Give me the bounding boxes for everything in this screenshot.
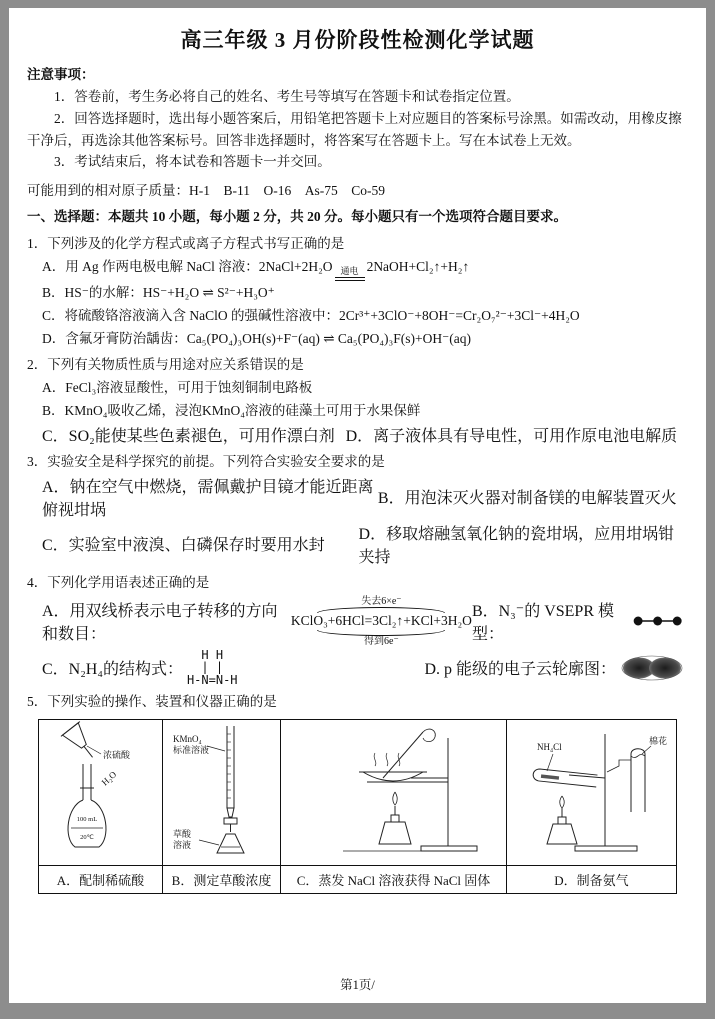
q1-option-b: B．HS⁻的水解：HS⁻+H₂O ⇌ S²⁻+H₃O⁺ (42, 284, 275, 300)
flask-volume-label: 100 mL (76, 816, 97, 824)
q2-option-row-cd (27, 423, 688, 446)
electrons-gained-label: 得到6e⁻ (364, 635, 399, 647)
oxalic-acid-label-2: 溶液 (172, 840, 191, 851)
q1-option-d: D．含氟牙膏防治龋齿：Ca₅(PO₄)₃OH(s)+F⁻(aq) ⇌ Ca₅(PO₄)₃F(s)+OH⁻(aq) (42, 330, 471, 346)
experiment-c-image-cell (281, 720, 507, 866)
experiment-c-caption: C．蒸发 NaCl 溶液获得 NaCl 固体 (281, 866, 507, 894)
evaporating-dish-icon (359, 772, 427, 781)
section-1-heading: 一、选择题：本题共 10 小题，每小题 2 分，共 20 分。每小题只有一个选项符合题目要求。 (27, 209, 567, 225)
question-2-stem: 2．下列有关物质性质与用途对应关系错误的是 (27, 357, 304, 373)
question-1-stem: 1．下列涉及的化学方程式或离子方程式书写正确的是 (27, 236, 345, 252)
q3-option-row-cd (27, 521, 688, 567)
water-label: H₂O (99, 769, 118, 788)
experiment-options-table (38, 719, 677, 894)
separating-funnel-icon (60, 722, 101, 765)
experiment-d-image-cell (507, 720, 677, 866)
electrons-lost-label: 失去6×e⁻ (361, 595, 402, 607)
double-line-icon (335, 277, 365, 281)
question-4-stem: 4．下列化学用语表述正确的是 (27, 574, 210, 590)
q2-option-c: C．SO₂能使某些色素褪色，可用作漂白剂 (42, 428, 335, 446)
oxalic-acid-label-1: 草酸 (172, 829, 191, 840)
q4-option-b (472, 598, 688, 644)
note-item-3: 3．考试结束后，将本试卷和答题卡一并交回。 (54, 154, 331, 170)
conical-flask-icon (217, 834, 244, 853)
evaporation-apparatus (283, 720, 505, 860)
steam-lines-icon (374, 753, 400, 766)
q1-option-a-products: 2NaOH+Cl₂↑+H₂↑ (366, 258, 470, 274)
question-2 (27, 354, 688, 446)
q2-option-d: D．离子液体具有导电性，可用作原电池电解质 (345, 428, 678, 446)
question-1 (27, 233, 688, 349)
alcohol-lamp-icon (379, 792, 411, 844)
q4-option-row-cd (27, 649, 688, 687)
standard-solution-label-1: KMnO₄ (172, 734, 202, 745)
q4-option-row-ab (27, 596, 688, 647)
vsepr-model-icon (631, 614, 684, 628)
double-bridge-diagram (291, 596, 472, 647)
q4-option-a-equation: KClO₃+6HCl=3Cl₂↑+KCl+3H₂O (290, 612, 472, 628)
notes-heading: 注意事项： (27, 67, 95, 82)
q3-option-b: B．用泡沫灭火器对制备镁的电解装置灭火 (377, 490, 677, 508)
burette-icon (224, 726, 237, 832)
titration-apparatus (165, 720, 279, 860)
atomic-mass-line: 可能用到的相对原子质量：H-1 B-11 O-16 As-75 Co-59 (27, 183, 385, 199)
structure-line-2: | | (186, 660, 224, 675)
q2-option-a: A．FeCl₃溶液显酸性，可用于蚀刻铜制电路板 (42, 380, 313, 396)
q4-option-c (42, 649, 424, 687)
exam-paper-page (9, 8, 706, 1003)
q2-option-b: B．KMnO₄吸收乙烯，浸泡KMnO₄溶液的硅藻土可用于水果保鲜 (42, 403, 421, 419)
q4-option-b-label: B．N₃⁻的 VSEPR 模型： (471, 603, 614, 644)
stirring-rod-icon (383, 729, 435, 778)
experiment-caption-row (39, 866, 677, 894)
p-orbital-cloud-icon (620, 654, 684, 682)
experiment-b-image-cell (163, 720, 281, 866)
q1-option-a-reactants: A．用 Ag 作两电极电解 NaCl 溶液：2NaCl+2H₂O (42, 258, 333, 274)
standard-solution-label-2: 标准溶液 (172, 745, 209, 756)
structure-line-1: H H (186, 647, 224, 662)
collection-tube-icon (607, 749, 645, 812)
q4-option-a-label: A．用双线桥表示电子转移的方向和数目： (42, 603, 278, 644)
conc-acid-label: 浓硫酸 (102, 750, 130, 761)
page-title: 高三年级 3 月份阶段性检测化学试题 (180, 28, 535, 52)
dilute-sulfuric-acid-apparatus (41, 720, 161, 860)
q4-option-c-label: C．N₂H₄的结构式： (42, 661, 183, 679)
q4-option-d (424, 654, 688, 682)
note-item-2: 2．回答选择题时，选出每小题答案后，用铅笔把答题卡上对应题目的答案标号涂黑。如需改动，用橡皮擦干净后，再选涂其他答案标号。回答非选择题时，将答案写在答题卡上。写在本试卷上无效。 (27, 110, 682, 148)
experiment-d-caption: D．制备氨气 (507, 866, 677, 894)
condition-equals (335, 267, 365, 281)
iron-stand-icon (367, 738, 477, 851)
ammonium-chloride-label: NH₄Cl (536, 742, 562, 753)
question-3 (27, 451, 688, 567)
structure-line-3: H-N=N-H (186, 672, 238, 687)
test-tube-icon (532, 769, 597, 788)
hydrazine-structure (187, 649, 238, 687)
alcohol-lamp-icon (547, 796, 577, 844)
q4-option-d-label: D. p 能级的电子云轮廓图： (424, 661, 616, 679)
question-3-stem: 3．实验安全是科学探究的前提。下列符合实验安全要求的是 (27, 454, 385, 470)
q4-option-a (42, 596, 472, 647)
experiment-a-caption: A．配制稀硫酸 (39, 866, 163, 894)
note-item-1: 1．答卷前，考生务必将自己的姓名、考生号等填写在答题卡和试卷指定位置。 (54, 88, 520, 104)
question-4 (27, 572, 688, 687)
ammonia-preparation-apparatus (513, 720, 671, 860)
question-5 (27, 691, 688, 894)
experiment-a-image-cell (39, 720, 163, 866)
experiment-image-row (39, 720, 677, 866)
q3-option-d: D．移取熔融氢氧化钠的瓷坩埚，应用坩埚钳夹持 (358, 525, 675, 566)
condition-label: 通电 (340, 265, 359, 276)
cotton-label: 棉花 (648, 736, 667, 747)
flask-temp-label: 20℃ (79, 834, 94, 842)
experiment-b-caption: B．测定草酸浓度 (163, 866, 281, 894)
q3-option-row-ab (27, 474, 688, 520)
q3-option-a: A．钠在空气中燃烧，需佩戴护目镜才能近距离俯视坩埚 (42, 478, 374, 519)
page-number-footer: 第1页/ (340, 978, 375, 992)
q1-option-a (27, 256, 688, 281)
q1-option-c: C．将硫酸铬溶液滴入含 NaClO 的强碱性溶液中：2Cr³⁺+3ClO⁻+8OH⁻=Cr₂O₇²⁻+3Cl⁻+4H₂O (42, 307, 580, 323)
question-5-stem: 5．下列实验的操作、装置和仪器正确的是 (27, 694, 277, 710)
iron-stand-icon (569, 734, 637, 851)
q3-option-c: C．实验室中液溴、白磷保存时要用水封 (42, 537, 325, 555)
